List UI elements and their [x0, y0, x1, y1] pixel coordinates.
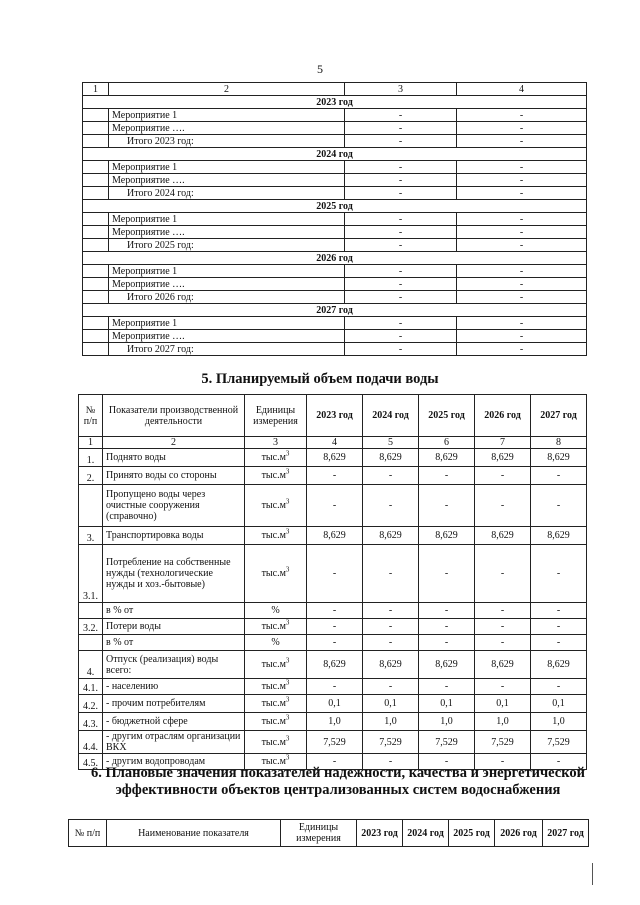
unit-cell — [245, 651, 307, 679]
row-number: 2. — [79, 467, 103, 485]
empty-cell — [83, 213, 109, 226]
table-row — [79, 651, 587, 679]
table-row — [83, 213, 587, 226]
value-cell: 8,629 — [419, 527, 475, 545]
value-cell: - — [307, 485, 363, 527]
index-cell: 2 — [109, 83, 345, 96]
value-cell: - — [531, 467, 587, 485]
unit-exponent: 3 — [285, 497, 290, 506]
unit-cell — [245, 545, 307, 603]
value-cell: - — [363, 679, 419, 695]
indicator-name: Поднято воды — [103, 449, 245, 467]
section-6-title: 6. Плановые значения показателей надежности, качества и энергетической эффективности объектов централизованных систем водоснабжения — [91, 765, 585, 798]
activity-name: Мероприятие 1 — [109, 317, 345, 330]
empty-cell — [83, 291, 109, 304]
value-cell: - — [307, 619, 363, 635]
empty-cell — [83, 226, 109, 239]
activity-name: Итого 2025 год: — [109, 239, 345, 252]
indicator-name: в % от — [103, 603, 245, 619]
value-cell: - — [457, 265, 587, 278]
unit-cell — [245, 695, 307, 713]
value-cell: - — [345, 109, 457, 122]
value-cell: - — [345, 317, 457, 330]
year-row — [83, 200, 587, 213]
empty-cell — [83, 239, 109, 252]
unit-text: тыс.м — [261, 500, 286, 511]
row-number — [79, 603, 103, 619]
unit-exponent: 3 — [285, 467, 290, 476]
value-cell: 8,629 — [475, 651, 531, 679]
value-cell: - — [531, 679, 587, 695]
col-year-header: 2025 год — [449, 820, 495, 847]
unit-exponent: 3 — [285, 678, 290, 687]
col-name-header: Наименование показателя — [107, 820, 281, 847]
activity-name: Мероприятие …. — [109, 278, 345, 291]
activity-name: Мероприятие 1 — [109, 161, 345, 174]
value-cell: 8,629 — [419, 651, 475, 679]
year-label: 2027 год — [83, 304, 587, 317]
unit-text: тыс.м — [261, 716, 286, 727]
activity-name: Мероприятие 1 — [109, 109, 345, 122]
value-cell: - — [457, 317, 587, 330]
unit-text: тыс.м — [261, 568, 286, 579]
table-row — [79, 695, 587, 713]
empty-cell — [83, 109, 109, 122]
value-cell: - — [419, 754, 475, 770]
unit-text: тыс.м — [261, 452, 286, 463]
value-cell: - — [345, 174, 457, 187]
empty-cell — [83, 343, 109, 356]
index-cell: 3 — [345, 83, 457, 96]
row-number: 3.1. — [79, 545, 103, 603]
margin-mark — [592, 863, 593, 885]
value-cell: - — [531, 545, 587, 603]
index-cell: 7 — [475, 437, 531, 449]
year-row — [83, 148, 587, 161]
index-cell: 1 — [79, 437, 103, 449]
year-label: 2023 год — [83, 96, 587, 109]
value-cell: - — [419, 635, 475, 651]
unit-cell — [245, 603, 307, 619]
unit-text: тыс.м — [261, 530, 286, 541]
table-row — [83, 330, 587, 343]
unit-cell — [245, 713, 307, 731]
col-year-header: 2026 год — [475, 395, 531, 437]
value-cell: 1,0 — [531, 713, 587, 731]
table-row — [83, 226, 587, 239]
col-year-header: 2024 год — [363, 395, 419, 437]
value-cell: - — [457, 109, 587, 122]
value-cell: 1,0 — [419, 713, 475, 731]
col-year-header: 2023 год — [307, 395, 363, 437]
unit-text: тыс.м — [261, 756, 286, 767]
empty-cell — [83, 330, 109, 343]
unit-text: тыс.м — [261, 681, 286, 692]
year-row — [83, 304, 587, 317]
row-number: 4.3. — [79, 713, 103, 731]
unit-exponent: 3 — [285, 656, 290, 665]
value-cell: - — [419, 603, 475, 619]
indicator-name: - бюджетной сфере — [103, 713, 245, 731]
value-cell: - — [475, 754, 531, 770]
table-row — [79, 635, 587, 651]
value-cell: - — [475, 619, 531, 635]
unit-exponent: 3 — [285, 618, 290, 627]
value-cell: 8,629 — [531, 651, 587, 679]
value-cell: 1,0 — [475, 713, 531, 731]
year-label: 2024 год — [83, 148, 587, 161]
indicator-name: - населению — [103, 679, 245, 695]
table-index-row — [79, 437, 587, 449]
value-cell: - — [345, 187, 457, 200]
value-cell: 8,629 — [307, 527, 363, 545]
table-row — [83, 291, 587, 304]
value-cell: - — [345, 278, 457, 291]
year-row — [83, 96, 587, 109]
activities-table — [82, 82, 587, 356]
value-cell: 8,629 — [363, 651, 419, 679]
row-number: 4.2. — [79, 695, 103, 713]
value-cell: 8,629 — [307, 651, 363, 679]
value-cell: - — [307, 467, 363, 485]
index-cell: 4 — [307, 437, 363, 449]
unit-exponent: 3 — [285, 734, 290, 743]
unit-text: тыс.м — [261, 736, 286, 748]
value-cell: 8,629 — [307, 449, 363, 467]
unit-text: % — [271, 605, 280, 616]
year-label: 2026 год — [83, 252, 587, 265]
table-row — [83, 343, 587, 356]
value-cell: - — [307, 545, 363, 603]
table-row — [79, 603, 587, 619]
value-cell: - — [419, 679, 475, 695]
table-row — [83, 135, 587, 148]
table-header-row — [69, 820, 589, 847]
value-cell: - — [457, 161, 587, 174]
indicator-name: Потребление на собственные нужды (технологические нужды и хоз.-бытовые) — [103, 545, 245, 603]
section-5-title: 5. Планируемый объем подачи воды — [201, 371, 439, 387]
year-row — [83, 252, 587, 265]
indicator-name: Транспортировка воды — [103, 527, 245, 545]
indicator-name: Пропущено воды через очистные сооружения (справочно) — [103, 485, 245, 527]
year-label: 2025 год — [83, 200, 587, 213]
table-row — [79, 619, 587, 635]
value-cell: 8,629 — [419, 449, 475, 467]
value-cell: - — [419, 545, 475, 603]
empty-cell — [83, 317, 109, 330]
value-cell: - — [457, 330, 587, 343]
value-cell: - — [345, 343, 457, 356]
value-cell: 8,629 — [363, 527, 419, 545]
value-cell: - — [419, 467, 475, 485]
value-cell: - — [457, 291, 587, 304]
activity-name: Итого 2027 год: — [109, 343, 345, 356]
value-cell: - — [457, 343, 587, 356]
col-year-header: 2024 год — [403, 820, 449, 847]
value-cell: - — [457, 135, 587, 148]
value-cell: - — [345, 265, 457, 278]
value-cell: - — [363, 545, 419, 603]
col-num-header: № п/п — [79, 395, 103, 437]
value-cell: - — [345, 330, 457, 343]
value-cell: - — [345, 291, 457, 304]
table-row — [79, 527, 587, 545]
table-index-row — [83, 83, 587, 96]
value-cell: - — [363, 603, 419, 619]
activity-name: Мероприятие 1 — [109, 213, 345, 226]
value-cell: 8,629 — [531, 449, 587, 467]
table-row — [83, 239, 587, 252]
table-row — [83, 122, 587, 135]
value-cell: - — [363, 619, 419, 635]
unit-text: тыс.м — [261, 659, 286, 670]
value-cell: - — [363, 467, 419, 485]
value-cell: 0,1 — [363, 695, 419, 713]
col-unit-header: Единицы измерения — [245, 395, 307, 437]
indicator-name: Принято воды со стороны — [103, 467, 245, 485]
empty-cell — [83, 122, 109, 135]
value-cell: - — [531, 754, 587, 770]
row-number: 4.4. — [79, 731, 103, 754]
unit-cell — [245, 731, 307, 754]
value-cell: - — [457, 213, 587, 226]
value-cell: - — [531, 619, 587, 635]
col-year-header: 2023 год — [357, 820, 403, 847]
indicator-name: - другим водопроводам — [103, 754, 245, 770]
unit-exponent: 3 — [285, 527, 290, 536]
value-cell: - — [363, 485, 419, 527]
table-row — [79, 713, 587, 731]
value-cell: - — [457, 239, 587, 252]
unit-text: тыс.м — [261, 621, 286, 632]
unit-exponent: 3 — [285, 695, 290, 704]
value-cell: - — [457, 187, 587, 200]
value-cell: 0,1 — [419, 695, 475, 713]
col-year-header: 2027 год — [531, 395, 587, 437]
row-number: 3.2. — [79, 619, 103, 635]
unit-text: тыс.м — [261, 698, 286, 709]
activity-name: Итого 2023 год: — [109, 135, 345, 148]
unit-cell — [245, 635, 307, 651]
empty-cell — [83, 161, 109, 174]
value-cell: - — [419, 619, 475, 635]
table-row — [83, 174, 587, 187]
table-row — [83, 317, 587, 330]
value-cell: - — [475, 679, 531, 695]
col-num-header: № п/п — [69, 820, 107, 847]
page-number: 5 — [317, 62, 323, 76]
value-cell: - — [345, 122, 457, 135]
value-cell: - — [531, 485, 587, 527]
unit-text: тыс.м — [261, 470, 286, 481]
index-cell: 4 — [457, 83, 587, 96]
value-cell: 7,529 — [363, 731, 419, 754]
indicators-table-header — [68, 819, 589, 847]
value-cell: - — [475, 635, 531, 651]
table-row — [83, 278, 587, 291]
table-row — [83, 109, 587, 122]
value-cell: - — [419, 485, 475, 527]
unit-cell — [245, 449, 307, 467]
value-cell: 8,629 — [363, 449, 419, 467]
col-year-header: 2025 год — [419, 395, 475, 437]
empty-cell — [83, 187, 109, 200]
value-cell: - — [531, 635, 587, 651]
row-number — [79, 485, 103, 527]
table-row — [79, 679, 587, 695]
table-row — [83, 161, 587, 174]
value-cell: - — [345, 161, 457, 174]
activity-name: Мероприятие …. — [109, 226, 345, 239]
value-cell: - — [531, 603, 587, 619]
value-cell: - — [345, 226, 457, 239]
value-cell: 7,529 — [419, 731, 475, 754]
value-cell: - — [363, 635, 419, 651]
col-year-header: 2027 год — [543, 820, 589, 847]
table-row — [79, 467, 587, 485]
index-cell: 3 — [245, 437, 307, 449]
index-cell: 5 — [363, 437, 419, 449]
empty-cell — [83, 265, 109, 278]
indicator-name: - прочим потребителям — [103, 695, 245, 713]
value-cell: 7,529 — [307, 731, 363, 754]
value-cell: - — [457, 174, 587, 187]
empty-cell — [83, 135, 109, 148]
value-cell: - — [475, 467, 531, 485]
activity-name: Мероприятие …. — [109, 122, 345, 135]
table-row — [79, 449, 587, 467]
activity-name: Мероприятие …. — [109, 174, 345, 187]
activity-name: Итого 2026 год: — [109, 291, 345, 304]
row-number — [79, 635, 103, 651]
value-cell: - — [345, 239, 457, 252]
indicator-name: Отпуск (реализация) воды всего: — [103, 651, 245, 679]
row-number: 4. — [79, 651, 103, 679]
value-cell: - — [475, 485, 531, 527]
value-cell: - — [307, 603, 363, 619]
value-cell: 0,1 — [307, 695, 363, 713]
value-cell: 8,629 — [531, 527, 587, 545]
value-cell: - — [307, 754, 363, 770]
table-header-row — [79, 395, 587, 437]
table-row — [83, 187, 587, 200]
unit-cell — [245, 527, 307, 545]
col-year-header: 2026 год — [495, 820, 543, 847]
activity-name: Мероприятие …. — [109, 330, 345, 343]
empty-cell — [83, 278, 109, 291]
unit-exponent: 3 — [285, 449, 290, 458]
index-cell: 8 — [531, 437, 587, 449]
water-supply-table — [78, 394, 587, 770]
row-number: 3. — [79, 527, 103, 545]
value-cell: 8,629 — [475, 449, 531, 467]
col-indicator-header: Показатели производственной деятельности — [103, 395, 245, 437]
value-cell: - — [475, 545, 531, 603]
empty-cell — [83, 174, 109, 187]
value-cell: - — [457, 278, 587, 291]
value-cell: - — [307, 635, 363, 651]
unit-exponent: 3 — [285, 713, 290, 722]
activity-name: Итого 2024 год: — [109, 187, 345, 200]
value-cell: 0,1 — [531, 695, 587, 713]
value-cell: 7,529 — [475, 731, 531, 754]
table-row — [79, 545, 587, 603]
unit-cell — [245, 679, 307, 695]
unit-cell — [245, 467, 307, 485]
value-cell: 8,629 — [475, 527, 531, 545]
unit-cell — [245, 619, 307, 635]
table-row — [83, 265, 587, 278]
table-row — [79, 731, 587, 754]
index-cell: 1 — [83, 83, 109, 96]
value-cell: - — [475, 603, 531, 619]
indicator-name: в % от — [103, 635, 245, 651]
value-cell: 1,0 — [363, 713, 419, 731]
index-cell: 6 — [419, 437, 475, 449]
row-number: 4.5. — [79, 754, 103, 770]
value-cell: 0,1 — [475, 695, 531, 713]
value-cell: - — [457, 226, 587, 239]
indicator-name: Потери воды — [103, 619, 245, 635]
activity-name: Мероприятие 1 — [109, 265, 345, 278]
value-cell: - — [345, 213, 457, 226]
indicator-name: - другим отраслям организации ВКХ — [103, 731, 245, 754]
value-cell: - — [307, 679, 363, 695]
value-cell: - — [363, 754, 419, 770]
value-cell: - — [457, 122, 587, 135]
value-cell: 1,0 — [307, 713, 363, 731]
col-unit-header: Единицы измерения — [281, 820, 357, 847]
index-cell: 2 — [103, 437, 245, 449]
unit-exponent: 3 — [285, 565, 290, 574]
value-cell: - — [345, 135, 457, 148]
row-number: 4.1. — [79, 679, 103, 695]
row-number: 1. — [79, 449, 103, 467]
unit-text: % — [271, 637, 280, 648]
unit-cell — [245, 485, 307, 527]
unit-exponent: 3 — [285, 753, 290, 762]
table-row — [79, 485, 587, 527]
value-cell: 7,529 — [531, 731, 587, 754]
